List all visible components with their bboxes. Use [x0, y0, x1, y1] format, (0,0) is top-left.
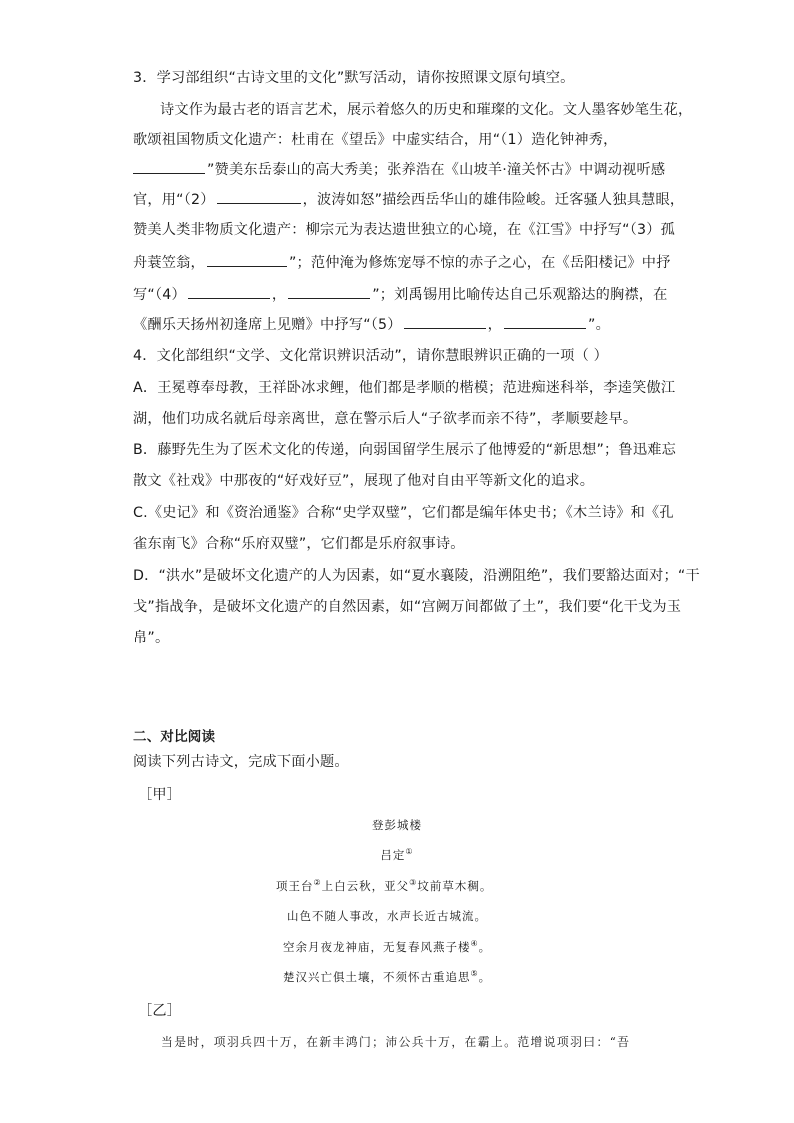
prose-line-1: 当是时，项羽兵四十万，在新丰鸿门；沛公兵十万，在霸上。范增说项羽曰：“吾 [161, 1035, 631, 1049]
option-b-line-1[interactable]: B．藤野先生为了医术文化的传递，向弱国留学生展示了他博爱的“新思想”；鲁迅难忘 [133, 442, 676, 458]
q3-line-7-comma: ， [271, 287, 287, 303]
footnote-marker: ④ [470, 939, 479, 949]
option-c-line-2[interactable]: 雀东南飞》合称“乐府双璧”，它们都是乐府叙事诗。 [133, 536, 465, 552]
q3-line-5: 赞美人类非物质文化遗产：柳宗元为表达遗世独立的心境，在《江雪》中抒写“（3）孤 [133, 222, 676, 238]
option-c-line-1[interactable]: C.《史记》和《资治通鉴》合称“史学双璧”，它们都是编年体史书；《木兰诗》和《孔 [133, 505, 674, 521]
option-d-line-3[interactable]: 帛”。 [133, 630, 170, 646]
answer-blank-2[interactable] [217, 190, 301, 204]
question-3-title: 3．学习部组织“古诗文里的文化”默写活动，请你按照课文原句填空。 [133, 70, 575, 86]
answer-blank-4a[interactable] [188, 285, 270, 299]
answer-blank-5b[interactable] [504, 315, 586, 329]
question-4-title: 4．文化部组织“文学、文化常识辨识活动”，请你慧眼辨识正确的一项（ ） [133, 348, 609, 364]
footnote-marker: ② [313, 878, 322, 888]
poem-line-1-c: 坟前草木稠。 [417, 879, 493, 893]
poem-line-4 [283, 968, 491, 986]
option-d-line-2[interactable]: 戈”指战争，是破坏文化遗产的自然因素，如“宫阙万间都做了土”，我们要“化干戈为玉 [133, 599, 682, 615]
q3-line-4-text-b: ，波涛如怒”描绘西岳华山的雄伟险峻。迁客骚人独具慧眼， [302, 192, 685, 208]
q3-line-6-text-a: 舟蓑笠翁， [133, 255, 205, 271]
poem-author-name: 吕定 [380, 848, 406, 862]
option-d-line-1[interactable]: D．“洪水”是破坏文化遗产的人为因素，如“夏水襄陵，沿溯阻绝”，我们要豁达面对；“干 [133, 568, 700, 584]
poem-line-1 [276, 877, 492, 895]
q3-line-8-comma: ， [487, 317, 503, 333]
poem-line-4-b: 。 [478, 970, 492, 984]
q3-line-1: 诗文作为最古老的语言艺术，展示着悠久的历史和璀璨的文化。文人墨客妙笔生花， [160, 102, 693, 118]
label-yi: ［乙］ [138, 1003, 182, 1019]
q3-line-6 [133, 253, 671, 273]
footnote-marker: ③ [409, 878, 418, 888]
label-jia: ［甲］ [138, 787, 182, 803]
poem-line-1-b: 上白云秋，亚父 [321, 879, 410, 893]
option-b-line-2[interactable]: 散文《社戏》中那夜的“好戏好豆”，展现了他对自由平等新文化的追求。 [133, 473, 595, 489]
section-heading: 二、对比阅读 [133, 729, 216, 745]
poem-line-4-a: 楚汉兴亡俱土壤，不须怀古重追思 [283, 970, 471, 984]
option-a-line-1[interactable]: A．王冕尊奉母教，王祥卧冰求鲤，他们都是孝顺的楷模；范进痴迷科举，李逵笑傲江 [133, 380, 676, 396]
option-a-line-2[interactable]: 湖，他们功成名就后母亲离世，意在警示后人“子欲孝而亲不待”，孝顺要趁早。 [133, 411, 638, 427]
answer-blank-1[interactable] [133, 160, 205, 174]
poem-line-3-b: 。 [478, 940, 492, 954]
q3-line-8-text-a: 《酬乐天扬州初逢席上见赠》中抒写“（5） [133, 317, 402, 333]
q3-line-2: 歌颂祖国物质文化遗产：杜甫在《望岳》中虚实结合，用“（1）造化钟神秀， [133, 132, 618, 148]
q3-line-3 [133, 160, 665, 180]
footnote-marker: ⑤ [470, 969, 479, 979]
answer-blank-5a[interactable] [404, 315, 486, 329]
poem-line-1-a: 项王台 [276, 879, 314, 893]
q3-line-8 [133, 315, 610, 335]
q3-line-7-text-c: ”；刘禹锡用比喻传达自己乐观豁达的胸襟，在 [372, 287, 668, 303]
poem-line-2: 山色不随人事改，水声长近古城流。 [287, 909, 487, 923]
q3-line-8-text-c: ”。 [588, 317, 610, 333]
q3-line-6-text-b: ”；范仲淹为修炼宠辱不惊的赤子之心，在《岳阳楼记》中抒 [288, 255, 671, 271]
section-instruction: 阅读下列古诗文，完成下面小题。 [133, 754, 349, 770]
poem-line-3-a: 空余月夜龙神庙，无复春风燕子楼 [283, 940, 471, 954]
q3-line-3-text: ”赞美东岳泰山的高大秀美；张养浩在《山坡羊·潼关怀古》中调动视听感 [207, 162, 666, 178]
q3-line-4-text-a: 官，用“（2） [133, 192, 215, 208]
poem-author [0, 846, 794, 864]
answer-blank-3[interactable] [207, 253, 287, 267]
poem-title: 登彭城楼 [372, 818, 422, 832]
footnote-marker: ① [405, 847, 414, 857]
poem-line-3 [283, 938, 491, 956]
answer-blank-4b[interactable] [288, 285, 370, 299]
q3-line-7-text-a: 写“（4） [133, 287, 186, 303]
q3-line-4 [133, 190, 684, 210]
q3-line-7 [133, 285, 668, 305]
